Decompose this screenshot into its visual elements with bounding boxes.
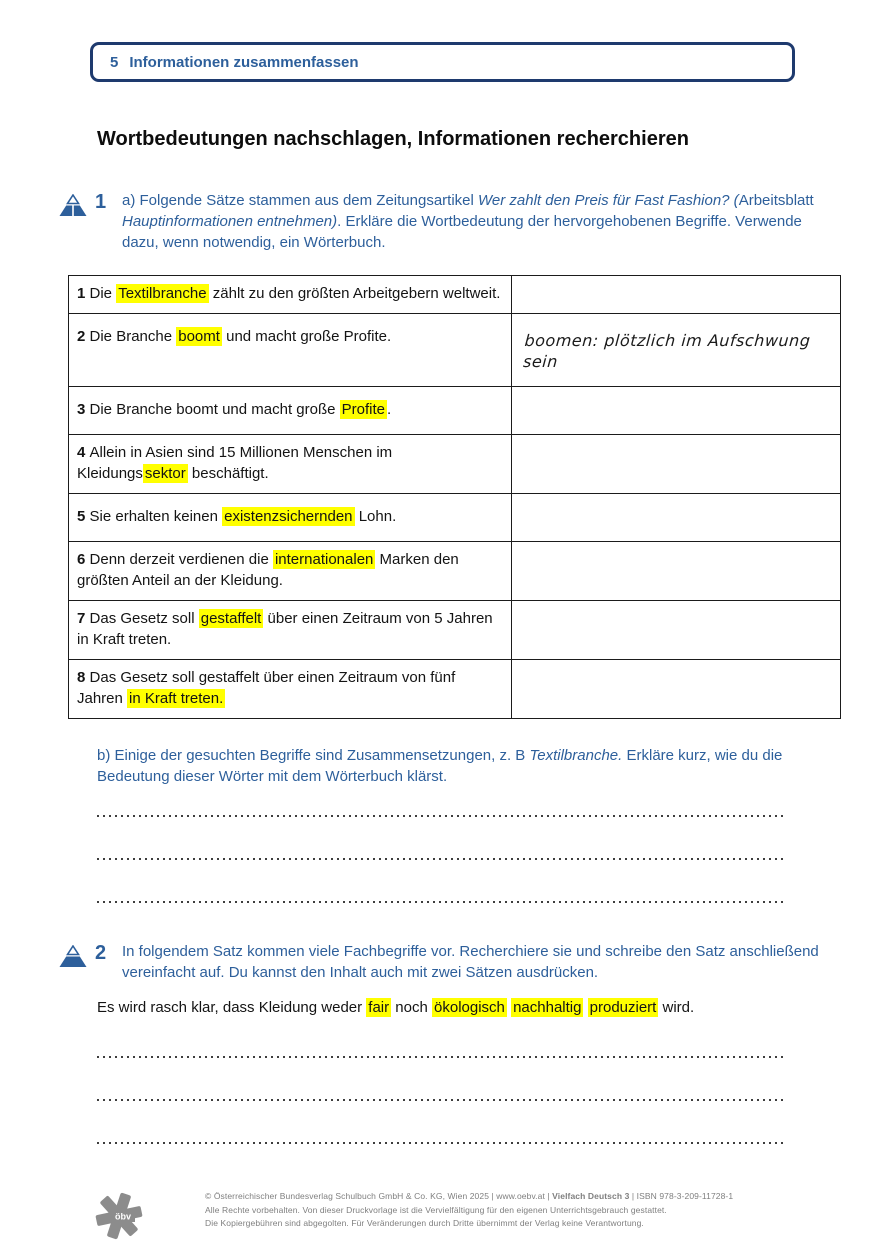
unit-header-box	[90, 42, 795, 82]
task-1b-answer-lines[interactable]	[97, 815, 785, 903]
sentence-cell: 7 Das Gesetz soll gestaffelt über einen Zeitraum von 5 Jahren in Kraft treten.	[69, 601, 512, 660]
task-1-badge	[58, 190, 122, 253]
task-1-instruction: a) Folgende Sätze stammen aus dem Zeitungsartikel Wer zahlt den Preis für Fast Fashion? (Arbeitsblatt Hauptinformationen entnehmen). Erkläre die Wortbedeutung der hervorgehobenen Begriffe. Verwende dazu, wenn notwendig, ein Wörterbuch.	[122, 192, 814, 252]
handwritten-note	[520, 667, 832, 671]
footer-line-1: © Österreichischer Bundesverlag Schulbuch GmbH & Co. KG, Wien 2025 | www.oebv.at | Vielfach Deutsch 3 | ISBN 978-3-209-11728-1	[205, 1191, 734, 1202]
table-row	[69, 494, 841, 542]
task-2-badge	[58, 941, 122, 983]
table-row	[69, 542, 841, 601]
answer-cell[interactable]	[512, 435, 841, 494]
table-row	[69, 314, 841, 387]
task-2	[58, 941, 838, 983]
dotted-answer-line[interactable]	[97, 858, 785, 860]
page-title: Wortbedeutungen nachschlagen, Informationen recherchieren	[97, 128, 689, 150]
footer-line-3: Die Kopiergebühren sind abgegolten. Für Veränderungen durch Dritte übernimmt der Verlag keine Verantwortung.	[205, 1217, 644, 1228]
task-2-number: 2	[95, 942, 107, 965]
table-row	[69, 601, 841, 660]
sentence-cell: 3 Die Branche boomt und macht große Profite .	[69, 387, 512, 435]
sentence-cell: 6 Denn derzeit verdienen die internationalen Marken den größten Anteil an der Kleidung.	[69, 542, 512, 601]
sentence-cell: 1 Die Textilbranche zählt zu den größten Arbeitgebern weltweit.	[69, 276, 512, 314]
task-2-instruction: In folgendem Satz kommen viele Fachbegriffe vor. Recherchiere sie und schreibe den Satz anschließend vereinfacht auf. Du kannst den Inhalt auch mit zwei Sätzen ausdrücken.	[122, 943, 819, 982]
handwritten-note	[520, 506, 832, 510]
table-row	[69, 660, 841, 719]
answer-cell[interactable]	[512, 494, 841, 542]
oebv-logo-text: öbv	[114, 1211, 132, 1222]
task-2-answer-lines[interactable]	[97, 1056, 785, 1144]
unit-title: Informationen zusammenfassen	[129, 53, 359, 71]
table-row	[69, 387, 841, 435]
dotted-answer-line[interactable]	[97, 1142, 785, 1144]
sentence-cell: 2 Die Branche boomt und macht große Profite.	[69, 314, 512, 387]
answer-cell[interactable]	[512, 660, 841, 719]
footer-line-2: Alle Rechte vorbehalten. Von dieser Druckvorlage ist die Vervielfältigung für den eigenen Unterrichtsgebrauch gestattet.	[205, 1204, 667, 1215]
handwritten-note	[520, 608, 832, 612]
answer-cell[interactable]	[512, 542, 841, 601]
unit-number: 5	[110, 53, 119, 71]
sentence-cell: 8 Das Gesetz soll gestaffelt über einen Zeitraum von fünf Jahren in Kraft treten.	[69, 660, 512, 719]
dotted-answer-line[interactable]	[97, 1099, 785, 1101]
handwritten-note	[520, 442, 832, 446]
dotted-answer-line[interactable]	[97, 815, 785, 817]
task-1	[58, 190, 838, 253]
dotted-answer-line[interactable]	[97, 1056, 785, 1058]
sentence-cell: 4 Allein in Asien sind 15 Millionen Menschen im Kleidungs sektor beschäftigt.	[69, 435, 512, 494]
vocab-table	[68, 275, 841, 719]
dotted-answer-line[interactable]	[97, 901, 785, 903]
pyramid-level-icon	[58, 194, 88, 217]
handwritten-note	[520, 399, 832, 403]
handwritten-note: boomen: plötzlich im Aufschwung sein	[522, 331, 812, 372]
table-row	[69, 276, 841, 314]
handwritten-note	[520, 549, 832, 553]
oebv-logo	[95, 1190, 145, 1249]
answer-cell[interactable]	[512, 276, 841, 314]
footer-copyright	[205, 1190, 805, 1230]
task-1-number: 1	[95, 191, 107, 214]
sentence-cell: 5 Sie erhalten keinen existenzsichernden Lohn.	[69, 494, 512, 542]
answer-cell[interactable]	[512, 314, 841, 387]
task-1b-instruction: b) Einige der gesuchten Begriffe sind Zusammensetzungen, z. B Textilbranche. Erkläre kurz, wie du die Bedeutung dieser Wörter mit dem Wörterbuch klärst.	[97, 747, 783, 786]
oebv-asterisk-icon	[95, 1190, 145, 1244]
handwritten-note	[520, 283, 832, 287]
page-footer	[95, 1190, 830, 1249]
task-2-example-sentence: Es wird rasch klar, dass Kleidung weder fair noch ökologisch nachhaltig produziert wird.	[97, 999, 695, 1017]
answer-cell[interactable]	[512, 387, 841, 435]
pyramid-level-icon	[58, 945, 88, 968]
table-row	[69, 435, 841, 494]
answer-cell[interactable]	[512, 601, 841, 660]
